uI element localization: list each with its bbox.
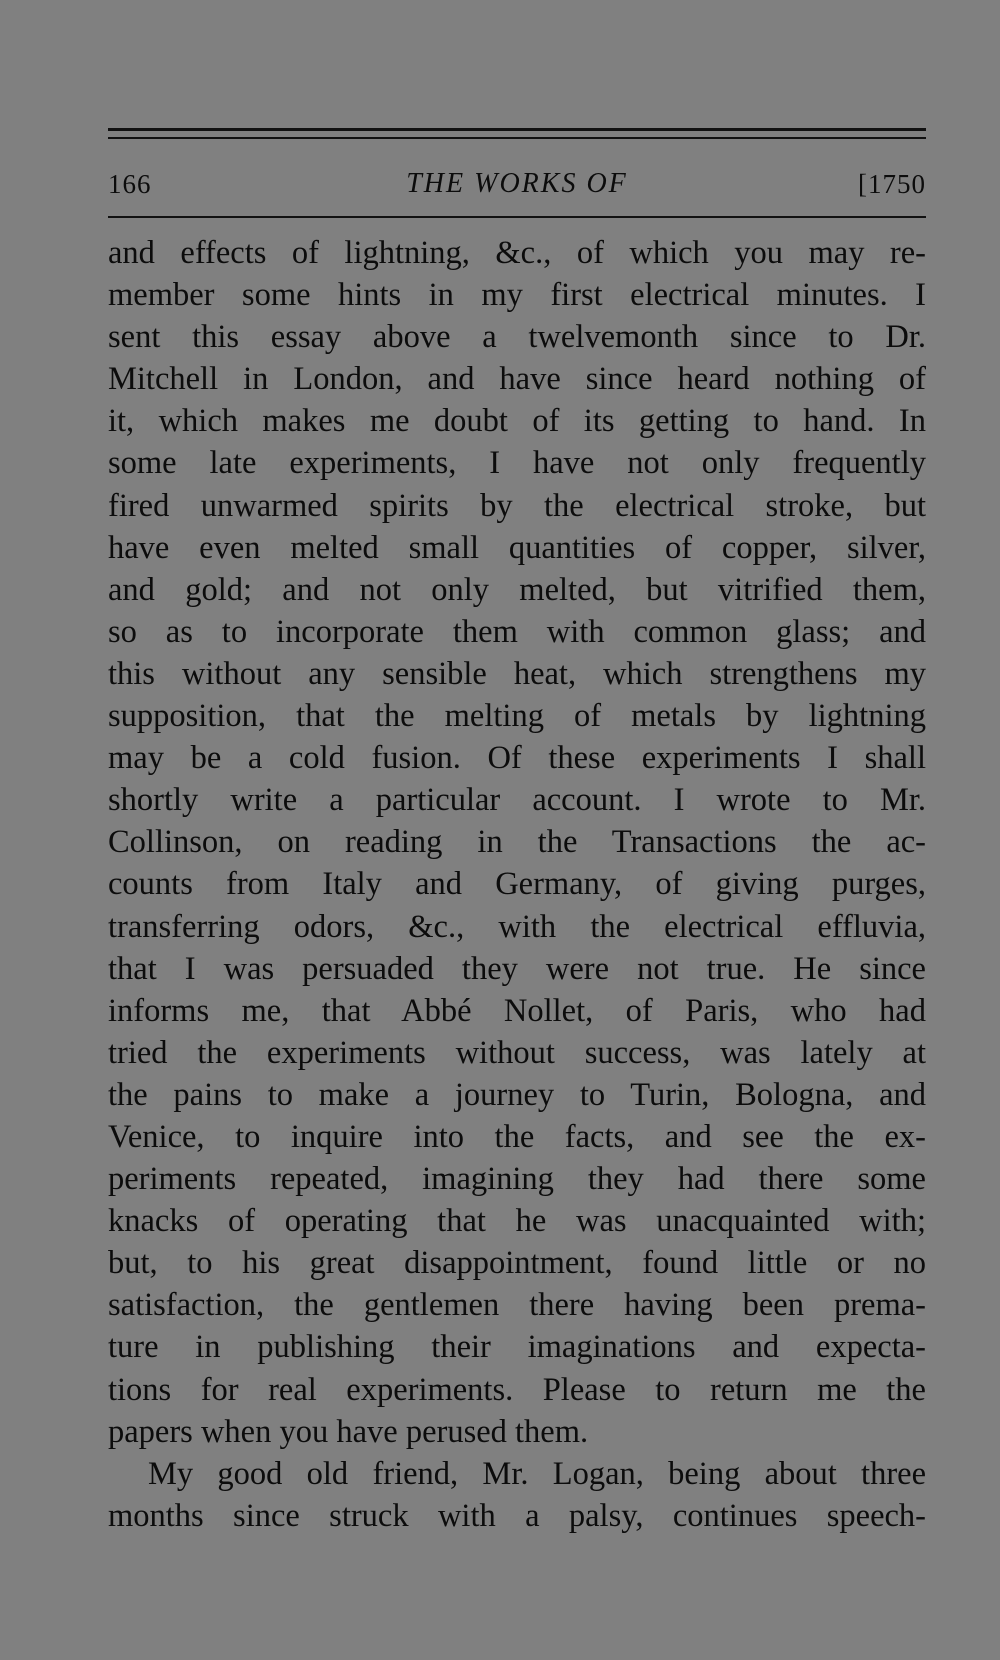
paragraph-start-line: My good old friend, Mr. Logan, being about three — [148, 1455, 926, 1492]
text-line: supposition, that the melting of metals by lightning — [108, 698, 926, 735]
text-line: satisfaction, the gentlemen there having been prema- — [108, 1287, 926, 1324]
text-line: the pains to make a journey to Turin, Bologna, and — [108, 1076, 926, 1113]
text-line: some late experiments, I have not only frequently — [108, 445, 926, 482]
top-rule-secondary — [108, 137, 926, 139]
text-line: may be a cold fusion. Of these experiments I shall — [108, 740, 926, 777]
text-line: months since struck with a palsy, continues speech- — [108, 1497, 926, 1534]
text-line: it, which makes me doubt of its getting to hand. In — [108, 403, 926, 440]
running-head — [108, 164, 926, 204]
running-year: [1750 — [858, 169, 926, 199]
text-line: fired unwarmed spirits by the electrical stroke, but — [108, 487, 926, 524]
text-line: shortly write a particular account. I wrote to Mr. — [108, 782, 926, 819]
body-text — [108, 232, 926, 1537]
book-page — [108, 128, 926, 1628]
text-line: sent this essay above a twelvemonth since to Dr. — [108, 319, 926, 356]
text-line: informs me, that Abbé Nollet, of Paris, who had — [108, 992, 926, 1029]
text-line: periments repeated, imagining they had there some — [108, 1161, 926, 1198]
text-line: and effects of lightning, &c., of which you may re- — [108, 235, 926, 271]
text-line: counts from Italy and Germany, of giving purges, — [108, 866, 926, 903]
text-line: this without any sensible heat, which strengthens my — [108, 655, 926, 692]
text-line: Collinson, on reading in the Transactions the ac- — [108, 824, 926, 861]
text-line: but, to his great disappointment, found little or no — [108, 1245, 926, 1282]
text-line: so as to incorporate them with common glass; and — [108, 613, 926, 650]
text-line: transferring odors, &c., with the electrical effluvia, — [108, 908, 926, 945]
text-line: ture in publishing their imaginations and expecta- — [108, 1329, 926, 1366]
text-line: member some hints in my first electrical minutes. I — [108, 277, 926, 314]
text-line: knacks of operating that he was unacquainted with; — [108, 1203, 926, 1240]
page-number: 166 — [108, 169, 152, 199]
text-line: that I was persuaded they were not true. He since — [108, 950, 926, 987]
text-line: have even melted small quantities of copper, silver, — [108, 529, 926, 566]
paragraph-end-line: papers when you have perused them. — [108, 1413, 589, 1450]
text-line: Venice, to inquire into the facts, and see the ex- — [108, 1118, 926, 1155]
text-line: and gold; and not only melted, but vitrified them, — [108, 571, 926, 608]
text-line: tions for real experiments. Please to return me the — [108, 1371, 926, 1408]
text-line: Mitchell in London, and have since heard nothing of — [108, 361, 926, 398]
top-rule — [108, 128, 926, 131]
running-title: THE WORKS OF — [406, 168, 628, 199]
header-rule — [108, 216, 926, 218]
text-line: tried the experiments without success, was lately at — [108, 1034, 926, 1071]
